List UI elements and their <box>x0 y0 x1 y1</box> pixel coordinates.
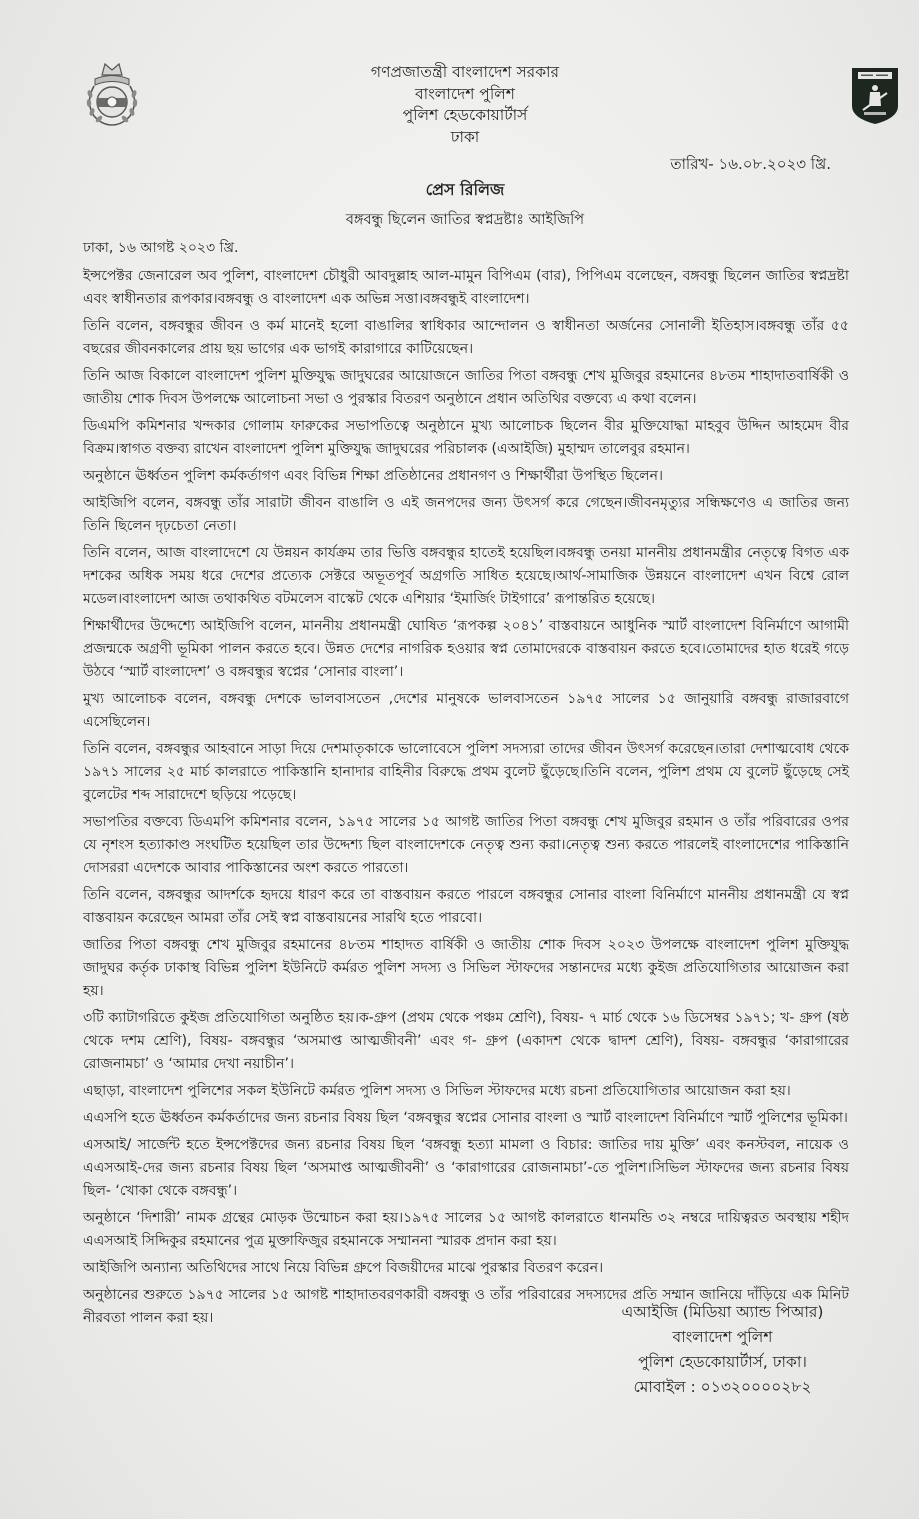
paragraph-8: শিক্ষার্থীদের উদ্দেশ্যে আইজিপি বলেন, মাননীয় প্রধানমন্ত্রী ঘোষিত ‘রূপকল্প ২০৪১’ বাস্তবায়নে আধুনিক স্মার্ট বাংলাদেশ বিনির্মাণে আগামী প্রজন্মকে অগ্রণী ভূমিকা পালন করতে হবে। উন্নত দেশের নাগরিক হওয়ার স্বপ্ন তোমাদেরকে বাস্তবায়ন করতে হবে।তোমাদের হাত ধরেই গড়ে উঠবে ‘স্মার্ট বাংলাদেশ’ ও বঙ্গবন্ধুর স্বপ্নের ‘সোনার বাংলা’। <box>83 618 849 680</box>
paragraph-20: অনুষ্ঠানের শুরুতে ১৯৭৫ সালের ১৫ আগষ্ট শাহাদাতবরণকারী বঙ্গবন্ধু ও তাঁর পরিবারের সদস্যদের প্রতি সম্মান জানিয়ে দাঁড়িয়ে এক মিনিট নীরবতা পালন করা হয়। <box>83 1287 849 1326</box>
paragraph-1: ইন্সপেক্টর জেনারেল অব পুলিশ, বাংলাদেশ চৌধুরী আবদুল্লাহ আল-মামুন বিপিএম (বার), পিপিএম বলেছেন, বঙ্গবন্ধু ছিলেন জাতির স্বপ্নদ্রষ্টা এবং স্বাধীনতার রূপকার।বঙ্গবন্ধু ও বাংলাদেশ এক অভিন্ন সত্তা।বঙ্গবন্ধুই বাংলাদেশ। <box>83 268 849 307</box>
press-release-body <box>83 237 849 1334</box>
paragraph-12: তিনি বলেন, বঙ্গবন্ধুর আদর্শকে হৃদয়ে ধারণ করে তা বাস্তবায়ন করতে পারলে বঙ্গবন্ধুর সোনার বাংলা বিনির্মাণে মাননীয় প্রধানমন্ত্রী যে স্বপ্ন বাস্তবায়ন করেছেন আমরা তাঁর সেই স্বপ্ন বাস্তবায়নের সারথি হতে পারবো। <box>83 887 849 926</box>
paragraph-2: তিনি বলেন, বঙ্গবন্ধুর জীবন ও কর্ম মানেই হলো বাঙালির স্বাধিকার আন্দোলন ও স্বাধীনতা অর্জনের সোনালী ইতিহাস।বঙ্গবন্ধু তাঁর ৫৫ বছরের জীবনকালের প্রায় ছয় ভাগের এক ভাগই কারাগারে কাটিয়েছেন। <box>83 318 849 357</box>
paragraph-15: এছাড়া, বাংলাদেশ পুলিশের সকল ইউনিটে কর্মরত পুলিশ সদস্য ও সিভিল স্টাফদের মধ্যে রচনা প্রতিযোগিতার আয়োজন করা হয়। <box>83 1083 791 1099</box>
paragraph-7: তিনি বলেন, আজ বাংলাদেশে যে উন্নয়ন কার্যক্রম তার ভিত্তি বঙ্গবন্ধুর হাতেই হয়েছিল।বঙ্গবন্ধু তনয়া মাননীয় প্রধানমন্ত্রীর নেতৃত্বে বিগত এক দশকের অধিক সময় ধরে দেশের প্রত্যেক সেক্টরে অভূতপূর্ব অগ্রগতি সাধিত হয়েছে।আর্থ-সামাজিক উন্নয়নে বাংলাদেশ এখন বিশ্বে রোল মডেল।বাংলাদেশ আজ তথাকথিত বটমলেস বাস্কেট থেকে এশিয়ার ‘ইমার্জিং টাইগারে’ রূপান্তরিত হয়েছে। <box>83 545 849 607</box>
signatory-title: এআইজি (মিডিয়া অ্যান্ড পিআর) <box>621 1303 824 1321</box>
paragraph-5: অনুষ্ঠানে ঊর্ধ্বতন পুলিশ কর্মকর্তাগণ এবং বিভিন্ন শিক্ষা প্রতিষ্ঠানের প্রধানগণ ও শিক্ষার্থীরা উপস্থিত ছিলেন। <box>83 468 663 484</box>
document-date: তারিখ- ১৬.০৮.২০২৩ খ্রি. <box>670 155 831 173</box>
paragraph-3: তিনি আজ বিকালে বাংলাদেশ পুলিশ মুক্তিযুদ্ধ জাদুঘরের আয়োজনে জাতির পিতা বঙ্গবন্ধু শেখ মুজিবুর রহমানের ৪৮তম শাহাদাতবার্ষিকী ও জাতীয় শোক দিবস উপলক্ষে আলোচনা সভা ও পুরস্কার বিতরণ অনুষ্ঠানে প্রধান অতিথির বক্তব্যে এ কথা বলেন। <box>83 368 849 407</box>
city-name: ঢাকা <box>450 127 480 146</box>
headquarters-name: পুলিশ হেডকোয়ার্টার্স <box>402 106 528 124</box>
organization-name: বাংলাদেশ পুলিশ <box>415 84 515 103</box>
press-release-headline: বঙ্গবন্ধু ছিলেন জাতির স্বপ্নদ্রষ্টাঃ আইজিপি <box>345 212 585 228</box>
document-title: প্রেস রিলিজ <box>425 180 505 199</box>
letterhead <box>260 62 670 148</box>
police-shield-emblem-icon <box>850 66 900 126</box>
paragraph-13: জাতির পিতা বঙ্গবন্ধু শেখ মুজিবুর রহমানের ৪৮তম শাহাদত বার্ষিকী ও জাতীয় শোক দিবস ২০২৩ উপলক্ষে বাংলাদেশ পুলিশ মুক্তিযুদ্ধ জাদুঘর কর্তৃক ঢাকাস্থ বিভিন্ন পুলিশ ইউনিটে কর্মরত পুলিশ সদস্য ও সিভিল স্টাফদের সন্তানদের মধ্যে কুইজ প্রতিযোগিতার আয়োজন করা হয়। <box>83 937 849 999</box>
dateline: ঢাকা, ১৬ আগষ্ট ২০২৩ খ্রি. <box>83 240 239 256</box>
paragraph-11: সভাপতির বক্তব্যে ডিএমপি কমিশনার বলেন, ১৯৭৫ সালের ১৫ আগষ্ট জাতির পিতা বঙ্গবন্ধু শেখ মুজিবুর রহমান ও তাঁর পরিবারের ওপর যে নৃশংস হত্যাকাণ্ড সংঘটিত হয়েছিল তার উদ্দেশ্য ছিল বাংলাদেশকে নেতৃত্ব শুন্য করা।নেতৃত্ব শুন্য করতে পারলেই বাংলাদেশের পাকিস্তানি দোসররা এদেশকে আবার পাকিস্তানের অংশ করতে পারতো। <box>83 814 849 876</box>
paragraph-19: আইজিপি অন্যান্য অতিথিদের সাথে নিয়ে বিভিন্ন গ্রুপে বিজয়ীদের মাঝে পুরস্কার বিতরণ করেন। <box>83 1260 604 1276</box>
signatory-office: পুলিশ হেডকোয়ার্টার্স, ঢাকা। <box>638 1353 807 1371</box>
paragraph-16: এএসপি হতে ঊর্ধ্বতন কর্মকর্তাদের জন্য রচনার বিষয় ছিল ‘বঙ্গবন্ধুর স্বপ্নের সোনার বাংলা ও স্মার্ট বাংলাদেশ বিনির্মাণে স্মার্ট পুলিশের ভূমিকা। <box>83 1110 848 1126</box>
signature-block <box>600 1300 845 1400</box>
government-name: গণপ্রজাতন্ত্রী বাংলাদেশ সরকার <box>370 63 560 81</box>
paragraph-14: ৩টি ক্যাটাগরিতে কুইজ প্রতিযোগিতা অনুষ্ঠিত হয়।ক-গ্রুপ (প্রথম থেকে পঞ্চম শ্রেণি), বিষয়- ৭ মার্চ থেকে ১৬ ডিসেম্বর ১৯৭১; খ- গ্রুপ (ষষ্ঠ থেকে দশম শ্রেণি), বিষয়- বঙ্গবন্ধুর ‘অসমাপ্ত আত্মজীবনী’ এবং গ- গ্রুপ (একাদশ থেকে দ্বাদশ শ্রেণি), বিষয়- বঙ্গবন্ধুর ‘কারাগারের রোজনামচা’ ও ‘আমার দেখা নয়াচীন’। <box>83 1010 849 1072</box>
paragraph-6: আইজিপি বলেন, বঙ্গবন্ধু তাঁর সারাটা জীবন বাঙালি ও এই জনপদের জন্য উৎসর্গ করে গেছেন।জীবনমৃত্যুর সন্ধিক্ষণেও এ জাতির জন্য তিনি ছিলেন দৃঢ়চেতা নেতা। <box>83 495 849 534</box>
bangladesh-police-emblem-icon <box>80 60 144 128</box>
signatory-organization: বাংলাদেশ পুলিশ <box>672 1328 773 1346</box>
paragraph-4: ডিএমপি কমিশনার খন্দকার গোলাম ফারুকের সভাপতিত্বে অনুষ্ঠানে মুখ্য আলোচক ছিলেন বীর মুক্তিযোদ্ধা মাহবুব উদ্দিন আহমেদ বীর বিক্রম।স্বাগত বক্তব্য রাখেন বাংলাদেশ পুলিশ মুক্তিযুদ্ধ জাদুঘরের পরিচালক (এআইজি) মুহাম্মদ তালেবুর রহমান। <box>83 418 849 457</box>
paragraph-17: এসআই/ সার্জেন্ট হতে ইন্সপেক্টদের জন্য রচনার বিষয় ছিল ‘বঙ্গবন্ধু হত্যা মামলা ও বিচার: জাতির দায় মুক্তি’ এবং কনস্টবল, নায়েক ও এএসআই-দের জন্য রচনার বিষয় ছিল ‘অসমাপ্ত আত্মজীবনী’ ও ‘কারাগারের রোজনামচা’-তে পুলিশ।সিভিল স্টাফদের জন্য রচনার বিষয় ছিল- ‘খোকা থেকে বঙ্গবন্ধু’। <box>83 1137 849 1199</box>
signatory-mobile: মোবাইল : ০১৩২০০০০২৮২ <box>633 1378 812 1396</box>
paragraph-9: মুখ্য আলোচক বলেন, বঙ্গবন্ধু দেশকে ভালবাসতেন ,দেশের মানুষকে ভালবাসতেন ১৯৭৫ সালের ১৫ জানুয়ারি বঙ্গবন্ধু রাজারবাগে এসেছিলেন। <box>83 691 849 730</box>
paragraph-18: অনুষ্ঠানে ‘দিশারী’ নামক গ্রন্থের মোড়ক উন্মোচন করা হয়।১৯৭৫ সালের ১৫ আগষ্ট কালরাতে ধানমন্ডি ৩২ নম্বরে দায়িত্বরত অবস্থায় শহীদ এএসআই সিদ্দিকুর রহমানের পুত্র মুক্তাফিজুর রহমানকে সম্মাননা স্মারক প্রদান করা হয়। <box>83 1210 849 1249</box>
paragraph-10: তিনি বলেন, বঙ্গবন্ধুর আহবানে সাড়া দিয়ে দেশমাতৃকাকে ভালোবেসে পুলিশ সদস্যরা তাদের জীবন উৎসর্গ করেছেন।তারা দেশাত্মবোধ থেকে ১৯৭১ সালের ২৫ মার্চ কালরাতে পাকিস্তানি হানাদার বাহিনীর বিরুদ্ধে প্রথম বুলেট ছুঁড়েছে।তিনি বলেন, পুলিশ প্রথম যে বুলেট ছুঁড়েছে সেই বুলেটের শব্দ সারাদেশে ছড়িয়ে পড়েছে। <box>83 741 849 803</box>
